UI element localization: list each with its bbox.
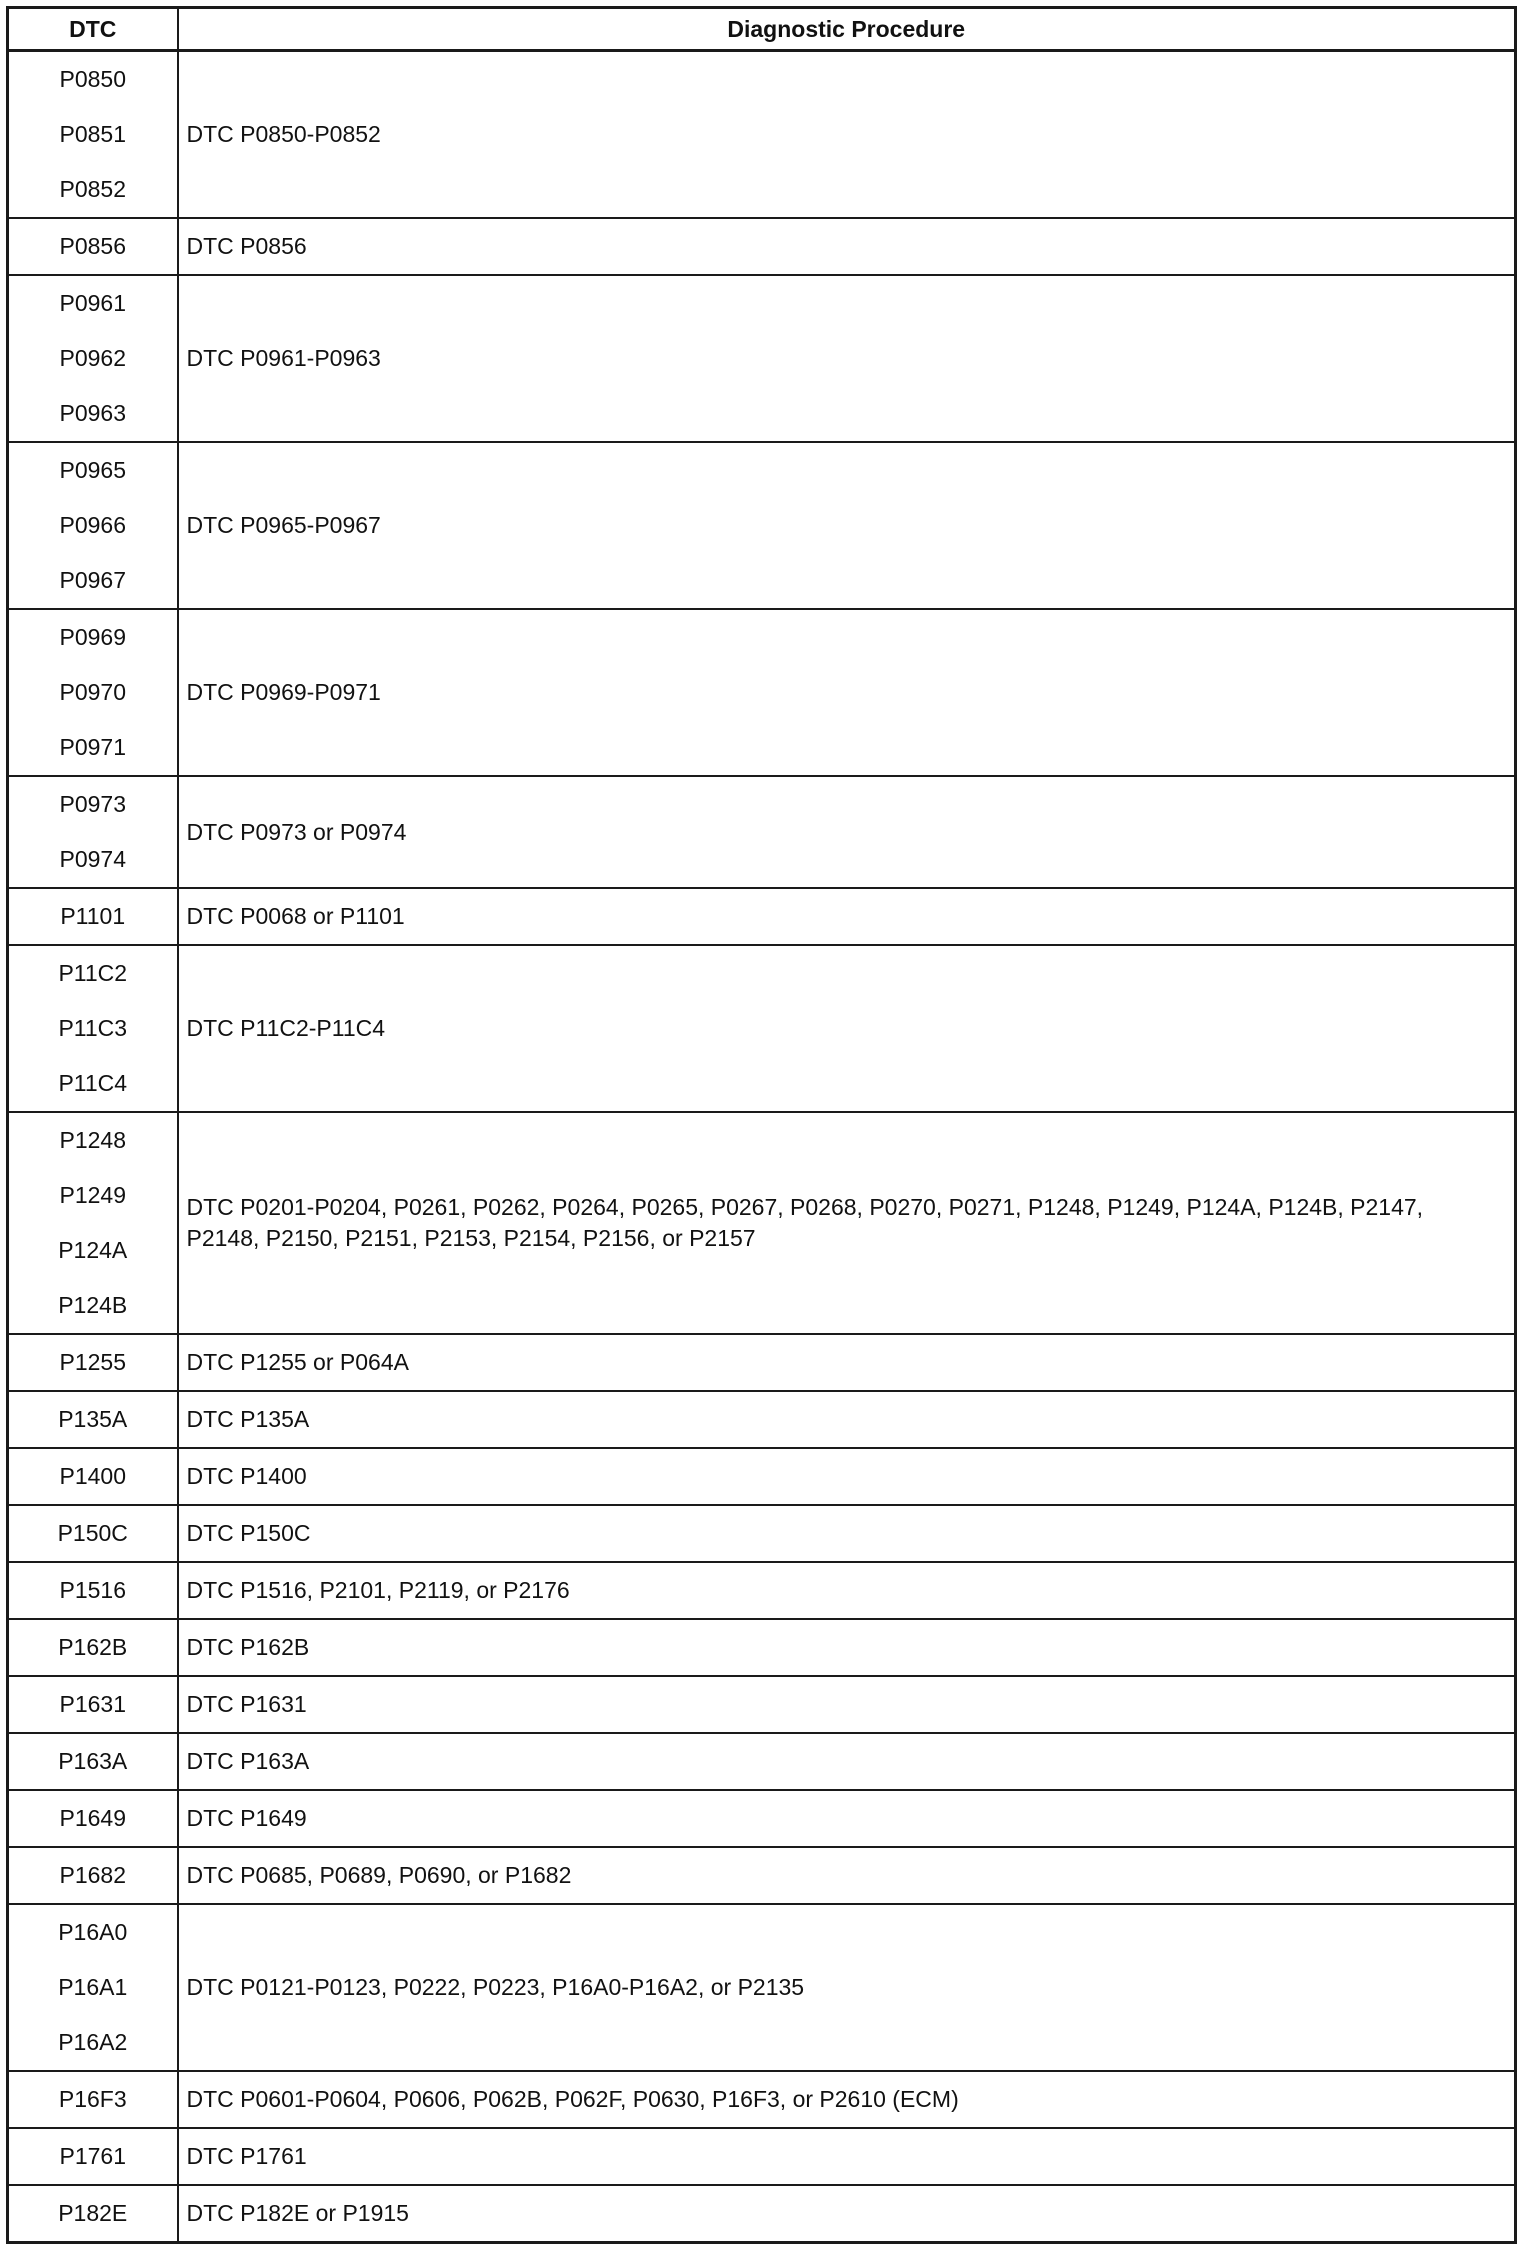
- dtc-code: P0856: [59, 233, 126, 259]
- table-row: [8, 1334, 1516, 1391]
- table-row: [8, 1505, 1516, 1562]
- dtc-code: P1255: [59, 1349, 126, 1375]
- procedure-cell: DTC P0973 or P0974: [178, 776, 1516, 888]
- dtc-cell: [8, 1112, 178, 1334]
- procedure-column-header: Diagnostic Procedure: [178, 8, 1516, 51]
- procedure-cell: DTC P0601-P0604, P0606, P062B, P062F, P0630, P16F3, or P2610 (ECM): [178, 2071, 1516, 2128]
- dtc-code: P1248: [59, 1127, 126, 1153]
- header-row: [8, 8, 1516, 51]
- dtc-cell: [8, 945, 178, 1112]
- dtc-cell: [8, 218, 178, 275]
- dtc-code: P16A0: [58, 1919, 128, 1945]
- table-row: [8, 275, 1516, 442]
- dtc-code: P162B: [58, 1634, 128, 1660]
- table-row: [8, 1448, 1516, 1505]
- procedure-cell: DTC P0856: [178, 218, 1516, 275]
- procedure-cell: DTC P1761: [178, 2128, 1516, 2185]
- table-row: [8, 776, 1516, 888]
- procedure-cell: DTC P1516, P2101, P2119, or P2176: [178, 1562, 1516, 1619]
- dtc-code: P1682: [59, 1862, 126, 1888]
- dtc-cell: [8, 609, 178, 776]
- dtc-cell: [8, 2185, 178, 2243]
- procedure-cell: DTC P0201-P0204, P0261, P0262, P0264, P0265, P0267, P0268, P0270, P0271, P1248, P1249, P124A, P124B, P2147, P2148, P2150, P2151, P2153, P2154, P2156, or P2157: [178, 1112, 1516, 1334]
- dtc-code: P16A1: [58, 1974, 128, 2000]
- dtc-code: P1761: [59, 2143, 126, 2169]
- procedure-cell: DTC P0685, P0689, P0690, or P1682: [178, 1847, 1516, 1904]
- dtc-code: P0971: [59, 734, 126, 760]
- dtc-cell: [8, 1562, 178, 1619]
- procedure-cell: DTC P1649: [178, 1790, 1516, 1847]
- dtc-code: P0962: [59, 345, 126, 371]
- table-row: [8, 1562, 1516, 1619]
- table-row: [8, 1676, 1516, 1733]
- table-row: [8, 945, 1516, 1112]
- dtc-cell: [8, 1619, 178, 1676]
- procedure-cell: DTC P1255 or P064A: [178, 1334, 1516, 1391]
- dtc-cell: [8, 1790, 178, 1847]
- dtc-code: P124B: [58, 1292, 128, 1318]
- dtc-code: P0973: [59, 791, 126, 817]
- procedure-cell: DTC P163A: [178, 1733, 1516, 1790]
- dtc-cell: [8, 1676, 178, 1733]
- dtc-cell: [8, 51, 178, 219]
- table-row: [8, 51, 1516, 219]
- dtc-code: P16F3: [58, 2086, 127, 2112]
- dtc-code: P1400: [59, 1463, 126, 1489]
- dtc-code: P1101: [60, 903, 126, 929]
- table-row: [8, 609, 1516, 776]
- dtc-cell: [8, 1904, 178, 2071]
- table-row: [8, 1904, 1516, 2071]
- dtc-code: P0961: [59, 290, 126, 316]
- procedure-cell: DTC P0965-P0967: [178, 442, 1516, 609]
- dtc-table: [6, 6, 1517, 2244]
- dtc-cell: [8, 1448, 178, 1505]
- dtc-code: P16A2: [58, 2029, 128, 2055]
- dtc-cell: [8, 1391, 178, 1448]
- table-row: [8, 2128, 1516, 2185]
- table-row: [8, 2071, 1516, 2128]
- dtc-code: P0966: [59, 512, 126, 538]
- dtc-cell: [8, 275, 178, 442]
- procedure-cell: DTC P0121-P0123, P0222, P0223, P16A0-P16A2, or P2135: [178, 1904, 1516, 2071]
- procedure-cell: DTC P0961-P0963: [178, 275, 1516, 442]
- dtc-code: P0963: [59, 400, 126, 426]
- dtc-cell: [8, 1505, 178, 1562]
- dtc-cell: [8, 1334, 178, 1391]
- procedure-cell: DTC P1400: [178, 1448, 1516, 1505]
- table-row: [8, 1391, 1516, 1448]
- procedure-cell: DTC P162B: [178, 1619, 1516, 1676]
- procedure-cell: DTC P182E or P1915: [178, 2185, 1516, 2243]
- dtc-code: P1649: [59, 1805, 126, 1831]
- dtc-code: P1631: [59, 1691, 126, 1717]
- table-row: [8, 2185, 1516, 2243]
- dtc-code: P1249: [59, 1182, 126, 1208]
- table-row: [8, 442, 1516, 609]
- table-row: [8, 1790, 1516, 1847]
- dtc-cell: [8, 776, 178, 888]
- dtc-code: P150C: [57, 1520, 128, 1546]
- dtc-column-header: DTC: [8, 8, 178, 51]
- procedure-cell: DTC P150C: [178, 1505, 1516, 1562]
- dtc-code: P0974: [59, 846, 126, 872]
- procedure-cell: DTC P11C2-P11C4: [178, 945, 1516, 1112]
- dtc-code: P0850: [59, 66, 126, 92]
- dtc-code: P135A: [58, 1406, 128, 1432]
- procedure-cell: DTC P1631: [178, 1676, 1516, 1733]
- table-row: [8, 1112, 1516, 1334]
- table-row: [8, 218, 1516, 275]
- dtc-code: P11C4: [58, 1070, 128, 1096]
- procedure-cell: DTC P0068 or P1101: [178, 888, 1516, 945]
- table-row: [8, 1847, 1516, 1904]
- table-row: [8, 1733, 1516, 1790]
- dtc-cell: [8, 888, 178, 945]
- dtc-code: P0967: [59, 567, 126, 593]
- dtc-code: P163A: [58, 1748, 128, 1774]
- dtc-code: P0969: [59, 624, 126, 650]
- procedure-cell: DTC P0969-P0971: [178, 609, 1516, 776]
- dtc-cell: [8, 1733, 178, 1790]
- dtc-cell: [8, 2128, 178, 2185]
- table-row: [8, 888, 1516, 945]
- dtc-code: P124A: [58, 1237, 128, 1263]
- dtc-cell: [8, 1847, 178, 1904]
- dtc-code: P1516: [59, 1577, 126, 1603]
- table-body: [8, 51, 1516, 2243]
- dtc-code: P11C3: [58, 1015, 128, 1041]
- dtc-code: P0852: [59, 176, 126, 202]
- dtc-cell: [8, 2071, 178, 2128]
- dtc-code: P0851: [59, 121, 126, 147]
- dtc-cell: [8, 442, 178, 609]
- dtc-code: P182E: [58, 2200, 128, 2226]
- procedure-cell: DTC P0850-P0852: [178, 51, 1516, 219]
- dtc-code: P0970: [59, 679, 126, 705]
- procedure-cell: DTC P135A: [178, 1391, 1516, 1448]
- table-row: [8, 1619, 1516, 1676]
- dtc-code: P11C2: [58, 960, 128, 986]
- dtc-code: P0965: [59, 457, 126, 483]
